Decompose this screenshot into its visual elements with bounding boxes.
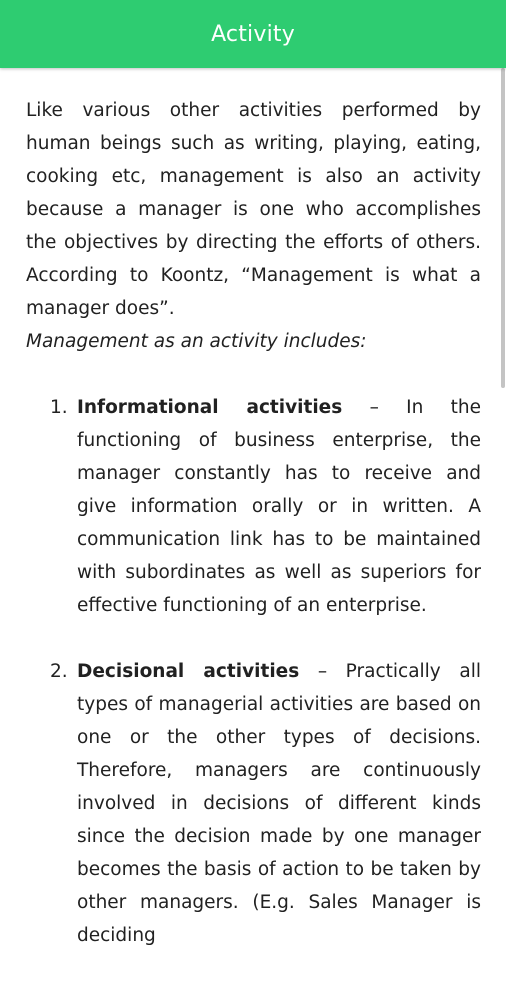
list-item-number: 1. xyxy=(50,397,68,418)
list-item-body: – In the functioning of business enterprise, the manager constantly has to receive and give information orally or in written. A communication link has to be maintained with subordinates as well as superiors for effective functioning of an enterprise. xyxy=(77,397,481,616)
list-item-title: Decisional activities xyxy=(77,661,300,682)
list-heading: Management as an activity includes: xyxy=(26,331,367,352)
list-item-title: Informational activities xyxy=(77,397,343,418)
app-title: Activity xyxy=(211,22,295,47)
app-bar xyxy=(0,0,506,68)
list-item xyxy=(26,655,481,952)
content-scroll-area[interactable] xyxy=(0,68,506,946)
article-body xyxy=(26,94,481,985)
list-item xyxy=(26,391,481,622)
list-item-number: 2. xyxy=(50,661,68,682)
intro-paragraph: Like various other activities performed by human beings such as writing, playing, eating, cooking etc, management is also an activity because a manager is one who accomplishes the objectives by directing the efforts of others. According to Koontz, “Management is what a manager does”. xyxy=(26,100,481,319)
activity-list xyxy=(26,391,481,952)
list-item-body: – Practically all types of managerial activities are based on one or the other types of decisions. Therefore, managers are continuously involved in decisions of different kinds since the decision made by one manager becomes the basis of action to be taken by other managers. (E.g. Sales Manager is deciding xyxy=(77,661,481,946)
scrollbar-thumb[interactable] xyxy=(501,68,505,388)
scrollbar[interactable] xyxy=(501,68,506,900)
